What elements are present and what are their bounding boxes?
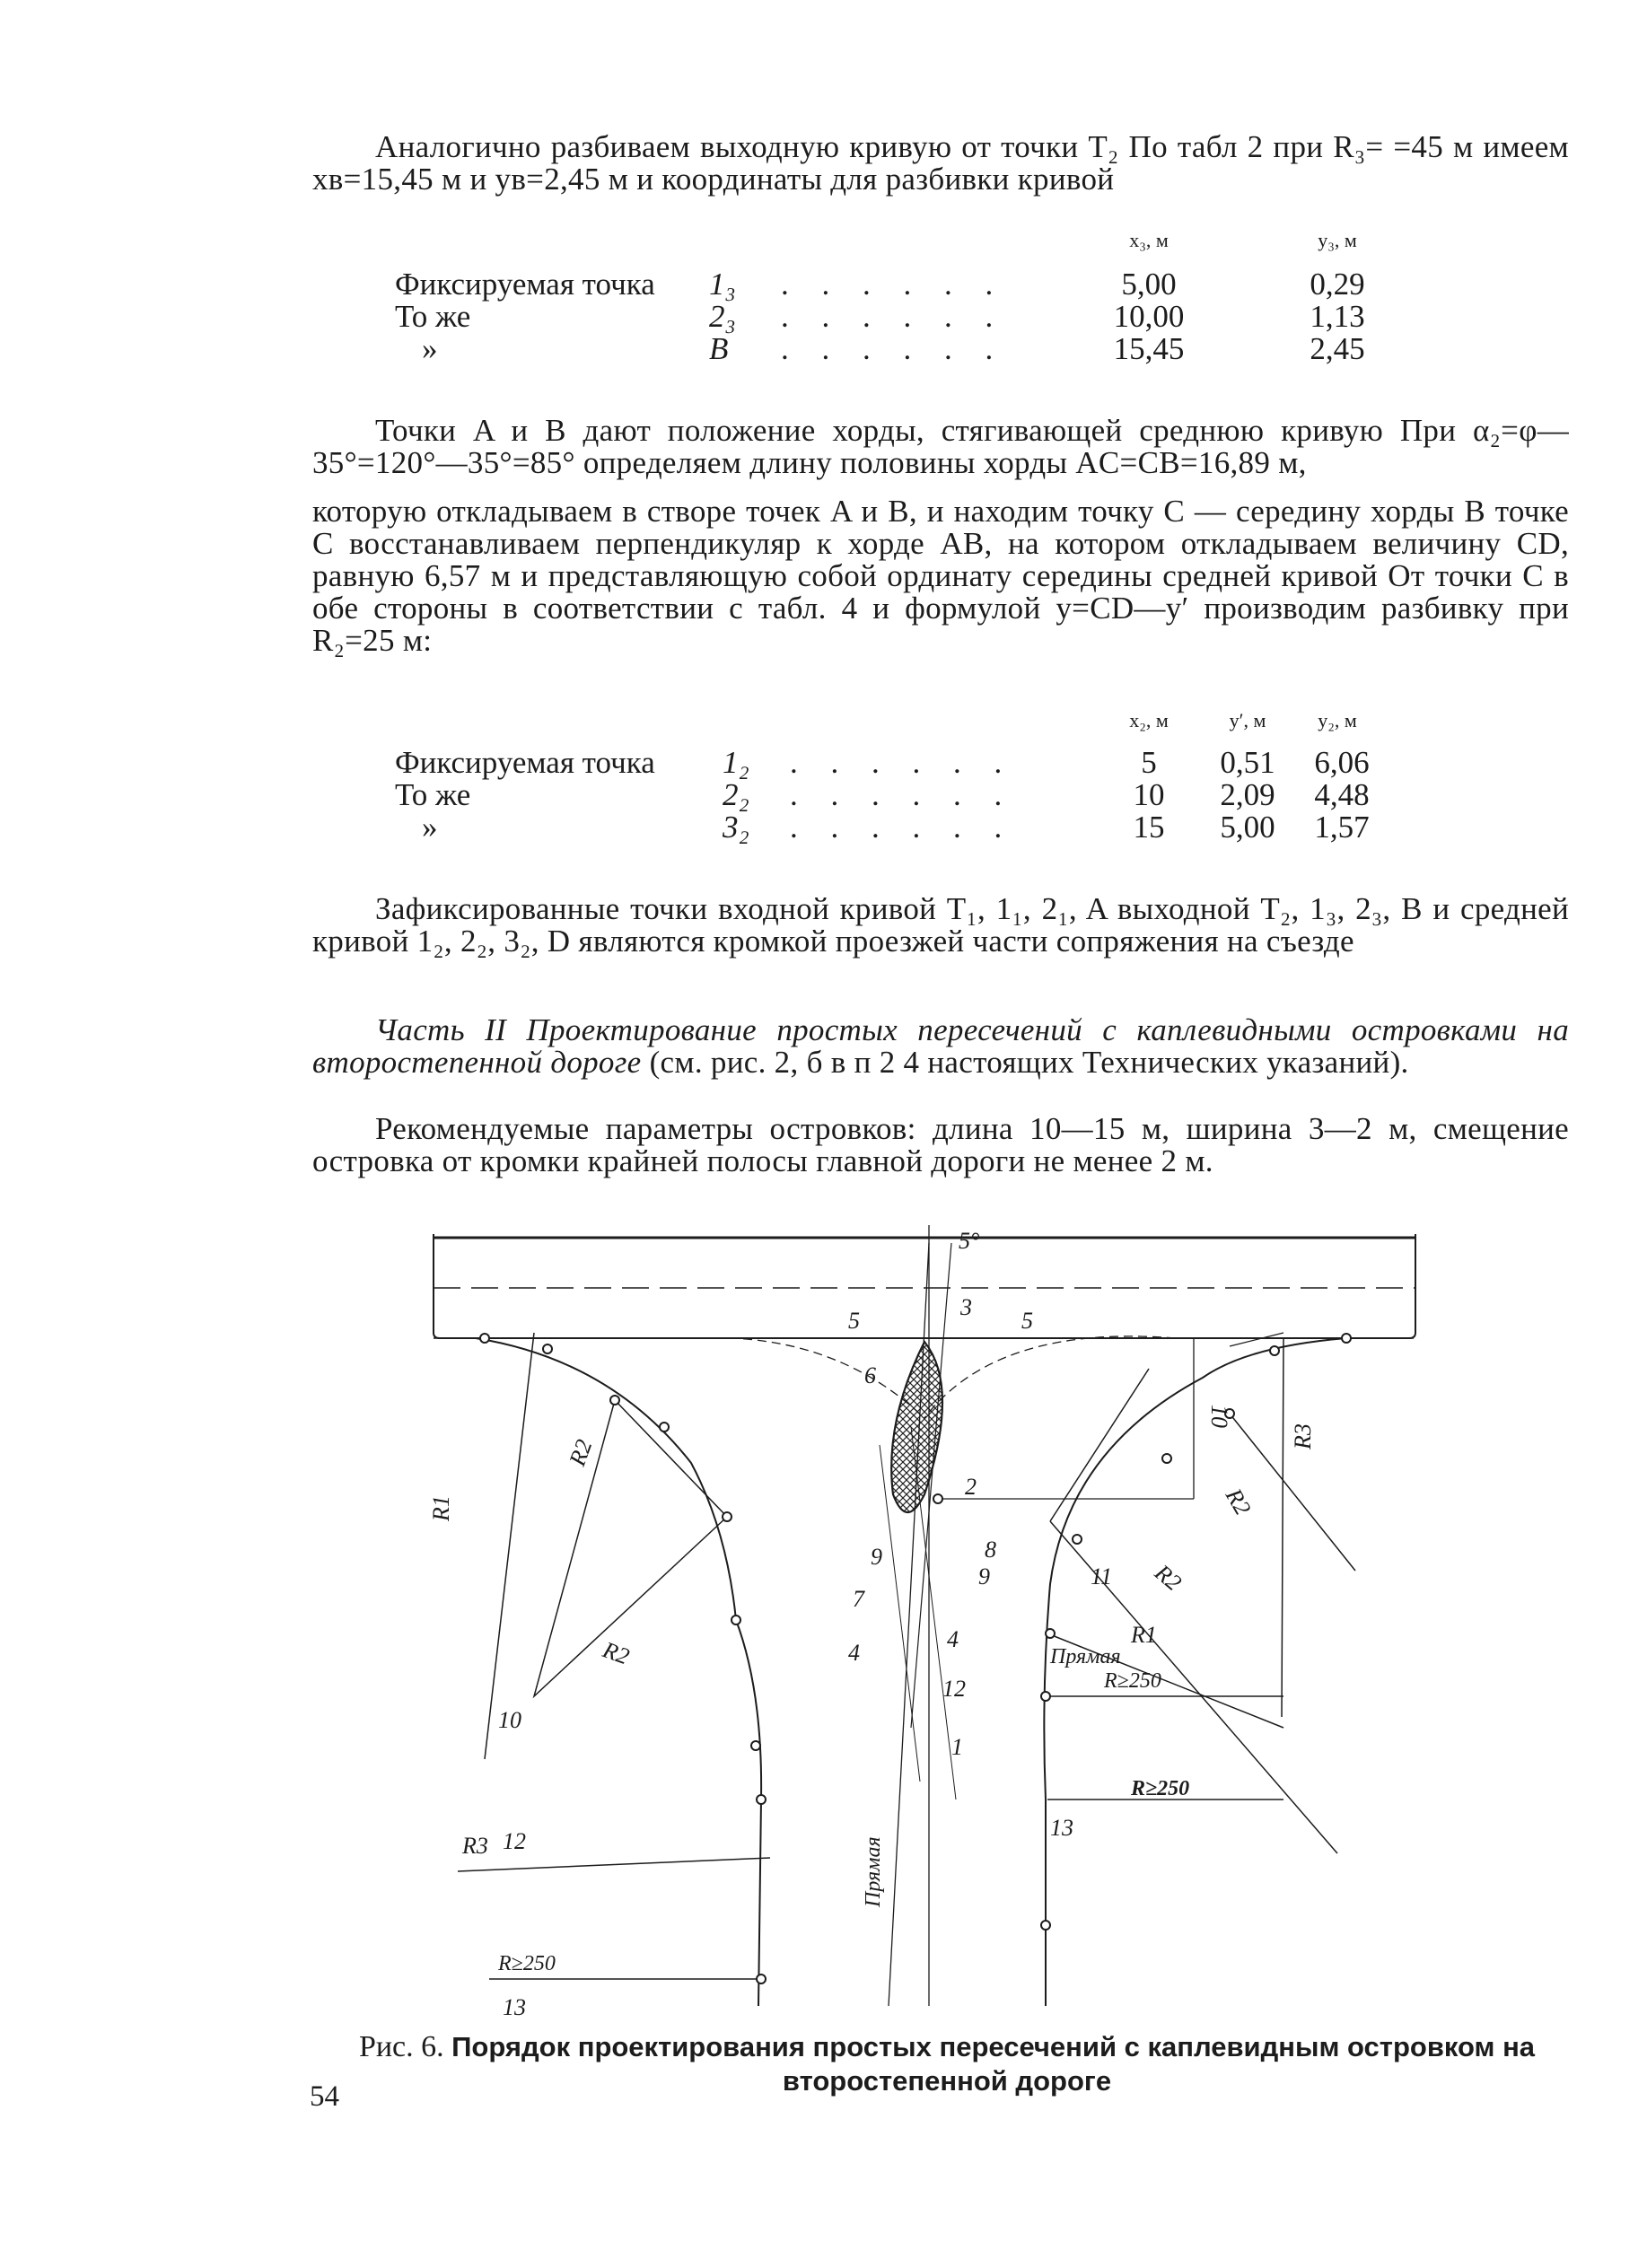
caption-text: Порядок проектирования простых пересечений с каплевидным островком на второстепенной дороге xyxy=(451,2031,1536,2097)
row-y: 0,29 xyxy=(1310,267,1365,302)
row-point: 3₂ xyxy=(723,810,749,845)
figure-caption xyxy=(310,2030,1584,2098)
label-7: 7 xyxy=(853,1586,864,1612)
row-label: То же xyxy=(395,777,471,812)
row-label: Фиксируемая точка xyxy=(395,267,655,302)
table-row xyxy=(395,331,1472,365)
row-leader: . . . . . . xyxy=(790,777,1015,812)
row-y: 1,13 xyxy=(1310,299,1365,334)
label-R2: R2 xyxy=(564,1435,598,1470)
row-point: 1₃ xyxy=(709,267,736,302)
label-r-min: R≥250 xyxy=(1131,1777,1190,1800)
label-R3: R3 xyxy=(462,1833,488,1859)
row-leader: . . . . . . xyxy=(781,299,1006,334)
drop-island xyxy=(891,1342,942,1512)
label-9: 9 xyxy=(871,1544,882,1570)
table1-header-y: y₃, м xyxy=(1318,229,1357,251)
table1-header-x: x₃, м xyxy=(1129,229,1169,251)
row-x: 5 xyxy=(1141,745,1157,780)
label-4: 4 xyxy=(947,1626,959,1652)
label-1: 1 xyxy=(951,1734,963,1760)
row-y1: 2,09 xyxy=(1220,777,1275,812)
table2-header-y2: y₂, м xyxy=(1318,709,1357,731)
table-row xyxy=(395,745,1472,779)
label-R1: R1 xyxy=(1131,1622,1157,1648)
paragraph-chord: Точки A и B дают положение хорды, стягивающей среднюю кривую При α₂=φ—35°=120°—35°=85° определяем длину половины хорды AC=CB=16,89 м, xyxy=(312,413,1569,480)
label-3: 3 xyxy=(960,1294,972,1320)
table-row xyxy=(395,267,1472,301)
label-5: 5 xyxy=(1021,1308,1033,1334)
row-y2: 6,06 xyxy=(1314,745,1370,780)
table-row xyxy=(395,299,1472,333)
paragraph-chord-cont: которую откладываем в створе точек A и B, и находим точку C — середину хорды В точке C восстанавливаем перпендикуляр к хорде AB, на котором откладываем величину CD, равную 6,57 м и представляющую собой ординату середины средней кривой От точки C в обе стороны в соответствии с табл. 4 и формулой y=CD—y′ производим разбивку при R₂=25 м: xyxy=(312,494,1569,658)
part-two-ref: (см. рис. 2, б в п 2 4 настоящих Технических указаний). xyxy=(641,1045,1409,1080)
table2-header-x: x₂, м xyxy=(1129,709,1169,731)
label-13: 13 xyxy=(1050,1815,1073,1841)
row-y: 2,45 xyxy=(1310,331,1365,366)
row-label: » xyxy=(422,810,438,845)
row-label: Фиксируемая точка xyxy=(395,745,655,780)
row-point: B xyxy=(709,331,729,366)
label-12: 12 xyxy=(503,1828,526,1854)
label-r-min: R≥250 xyxy=(498,1952,556,1975)
label-12: 12 xyxy=(942,1676,966,1702)
row-leader: . . . . . . xyxy=(781,267,1006,302)
label-2: 2 xyxy=(965,1474,977,1500)
table-row xyxy=(395,777,1472,811)
left-entry-curve xyxy=(476,1338,761,2006)
label-5: 5 xyxy=(848,1308,860,1334)
intersection-diagram xyxy=(422,1225,1427,2024)
label-R2: R2 xyxy=(1220,1484,1257,1520)
label-R2: R2 xyxy=(599,1636,634,1670)
row-label: То же xyxy=(395,299,471,334)
row-x: 10,00 xyxy=(1113,299,1185,334)
row-point: 2₃ xyxy=(709,299,736,334)
paragraph-fixed-points: Зафиксированные точки входной кривой T₁, 1₁, 2₁, A выходной T₂, 1₃, 2₃, B и средней кривой 1₂, 2₂, 3₂, D являются кромкой проезжей части сопряжения на съезде xyxy=(312,891,1569,959)
table2-header-y1: y′, м xyxy=(1229,709,1266,731)
page-number: 54 xyxy=(310,2080,339,2113)
row-leader: . . . . . . xyxy=(781,331,1006,366)
row-y1: 0,51 xyxy=(1220,745,1275,780)
row-x: 5,00 xyxy=(1121,267,1177,302)
row-point: 1₂ xyxy=(723,745,749,780)
label-r-min: R≥250 xyxy=(1104,1669,1161,1693)
label-R2: R2 xyxy=(1150,1559,1187,1597)
row-y1: 5,00 xyxy=(1220,810,1275,845)
table-exit-curve xyxy=(395,229,1472,372)
caption-prefix: Рис. 6. xyxy=(358,2030,444,2063)
row-x: 15 xyxy=(1133,810,1165,845)
label-11: 11 xyxy=(1091,1563,1113,1589)
label-10: 10 xyxy=(498,1707,521,1733)
label-6: 6 xyxy=(864,1362,876,1388)
label-straight: Прямая xyxy=(1050,1645,1121,1668)
label-straight: Прямая xyxy=(862,1836,885,1907)
label-4: 4 xyxy=(848,1640,860,1666)
paragraph-island-params: Рекомендуемые параметры островков: длина 10—15 м, ширина 3—2 м, смещение островка от кромки крайней полосы главной дороги не менее 2 м. xyxy=(312,1111,1569,1178)
label-R3: R3 xyxy=(1290,1423,1316,1449)
label-13: 13 xyxy=(503,1994,526,2020)
row-leader: . . . . . . xyxy=(790,745,1015,780)
table-row xyxy=(395,810,1472,844)
paragraph-part-two xyxy=(312,1014,1569,1079)
part-two-title: Часть II Проектирование простых пересечений с каплевидными островками на второстепенной дороге xyxy=(312,1012,1569,1080)
row-label: » xyxy=(422,331,438,366)
row-y2: 4,48 xyxy=(1314,777,1370,812)
row-y2: 1,57 xyxy=(1314,810,1370,845)
row-point: 2₂ xyxy=(723,777,749,812)
label-10: 10 xyxy=(1206,1405,1232,1428)
label-8: 8 xyxy=(985,1537,996,1563)
table-middle-curve xyxy=(395,709,1472,853)
row-x: 10 xyxy=(1133,777,1165,812)
row-leader: . . . . . . xyxy=(790,810,1015,845)
paragraph-intro: Аналогично разбиваем выходную кривую от точки T₂ По табл 2 при R₃= =45 м имеем xв=15,45 м и yв=2,45 м и координаты для разбивки кривой xyxy=(312,129,1569,197)
label-angle: 5° xyxy=(959,1228,980,1254)
label-9: 9 xyxy=(978,1563,990,1589)
row-x: 15,45 xyxy=(1113,331,1185,366)
label-R1: R1 xyxy=(428,1495,454,1521)
